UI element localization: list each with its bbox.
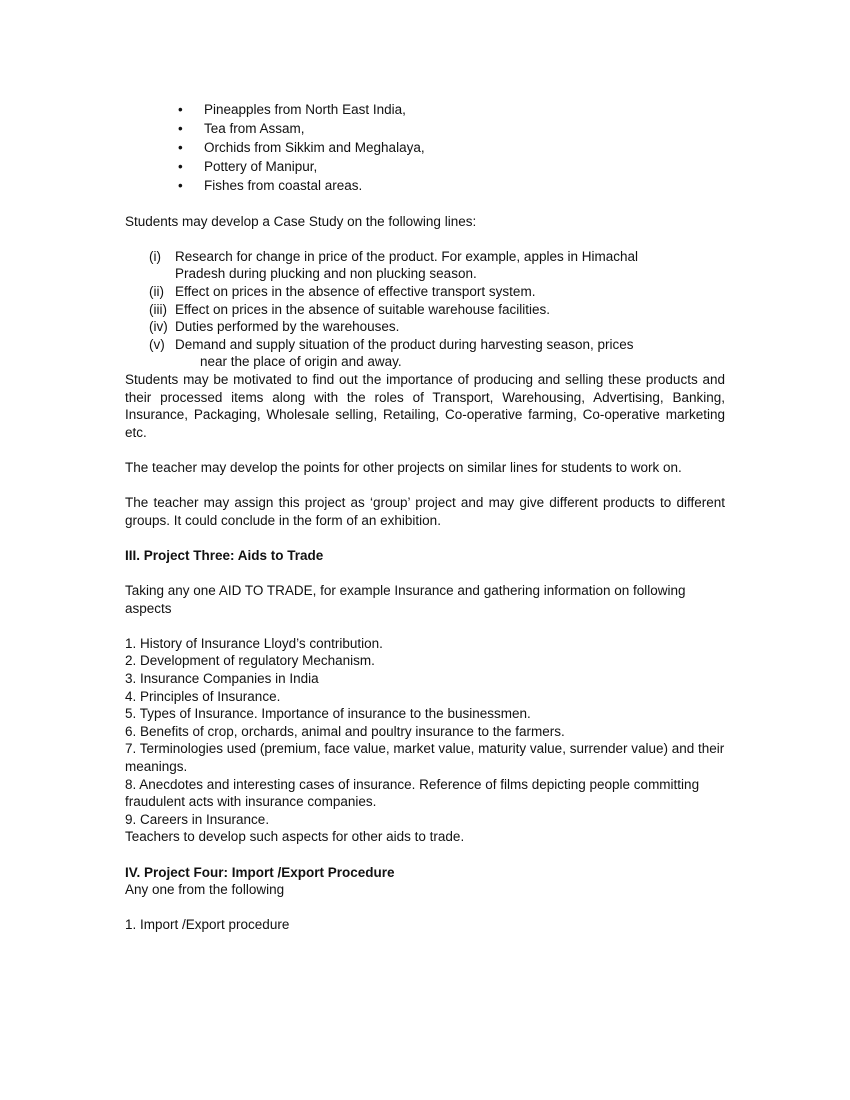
bullet-icon: •: [178, 121, 183, 136]
list-item: • Pineapples from North East India,: [178, 102, 406, 117]
list-item: 1. Import /Export procedure: [125, 917, 290, 933]
list-item: 7. Terminologies used (premium, face value, market value, maturity value, surrender value) and their meanings.: [125, 741, 725, 774]
list-item: (iv) Duties performed by the warehouses.: [149, 319, 400, 335]
list-item: 9. Careers in Insurance.: [125, 811, 270, 827]
list-item: 8. Anecdotes and interesting cases of insurance. Reference of films depicting people committing fraudulent acts with insurance companies.: [125, 776, 700, 810]
list-item: 2. Development of regulatory Mechanism.: [125, 653, 375, 669]
list-item: 5. Types of Insurance. Importance of insurance to the businessmen.: [125, 706, 531, 722]
list-item: • Tea from Assam,: [178, 121, 305, 136]
four-list: [125, 916, 725, 934]
paragraph-teacher-points: The teacher may develop the points for other projects on similar lines for students to work on.: [125, 459, 682, 475]
list-item: (i) Research for change in price of the product. For example, apples in Himachal Pradesh during plucking and non plucking season.: [149, 248, 638, 282]
paragraph-motivated: Students may be motivated to find out the importance of producing and selling these products and their processed items along with the roles of Transport, Warehousing, Advertising, Banking, Insurance, Packaging, Wholesale selling, Retailing, Co-operative farming, Co-operative marketing etc.: [125, 371, 725, 440]
heading-project-three: III. Project Three: Aids to Trade: [125, 547, 324, 563]
list-item: 6. Benefits of crop, orchards, animal and poultry insurance to the farmers.: [125, 723, 565, 739]
document-page: [125, 100, 725, 934]
aspects-list: [125, 635, 725, 829]
list-item: (v) Demand and supply situation of the product during harvesting season, prices near the place of origin and away.: [149, 336, 634, 370]
four-intro: Any one from the following: [125, 882, 285, 898]
aid-intro: Taking any one AID TO TRADE, for example Insurance and gathering information on following aspects: [125, 583, 686, 616]
aspects-footer: Teachers to develop such aspects for other aids to trade.: [125, 829, 465, 845]
bullet-icon: •: [178, 178, 183, 193]
list-item: • Fishes from coastal areas.: [178, 178, 363, 193]
bullet-icon: •: [178, 102, 183, 117]
product-bullet-list: [125, 100, 725, 195]
list-item: • Orchids from Sikkim and Meghalaya,: [178, 140, 425, 155]
list-item: 3. Insurance Companies in India: [125, 671, 319, 687]
list-item: 4. Principles of Insurance.: [125, 688, 281, 704]
bullet-icon: •: [178, 140, 183, 155]
paragraph-group: The teacher may assign this project as ‘group’ project and may give different products to different groups. It could conclude in the form of an exhibition.: [125, 495, 725, 528]
list-item: (ii) Effect on prices in the absence of effective transport system.: [149, 283, 536, 299]
list-item: • Pottery of Manipur,: [178, 159, 318, 174]
list-item: (iii) Effect on prices in the absence of suitable warehouse facilities.: [149, 301, 550, 317]
list-item: 1. History of Insurance Lloyd’s contribution.: [125, 635, 383, 651]
case-study-intro: Students may develop a Case Study on the following lines:: [125, 213, 477, 229]
heading-project-four: IV. Project Four: Import /Export Procedure: [125, 864, 395, 880]
bullet-icon: •: [178, 159, 183, 174]
case-study-list: [125, 248, 725, 371]
